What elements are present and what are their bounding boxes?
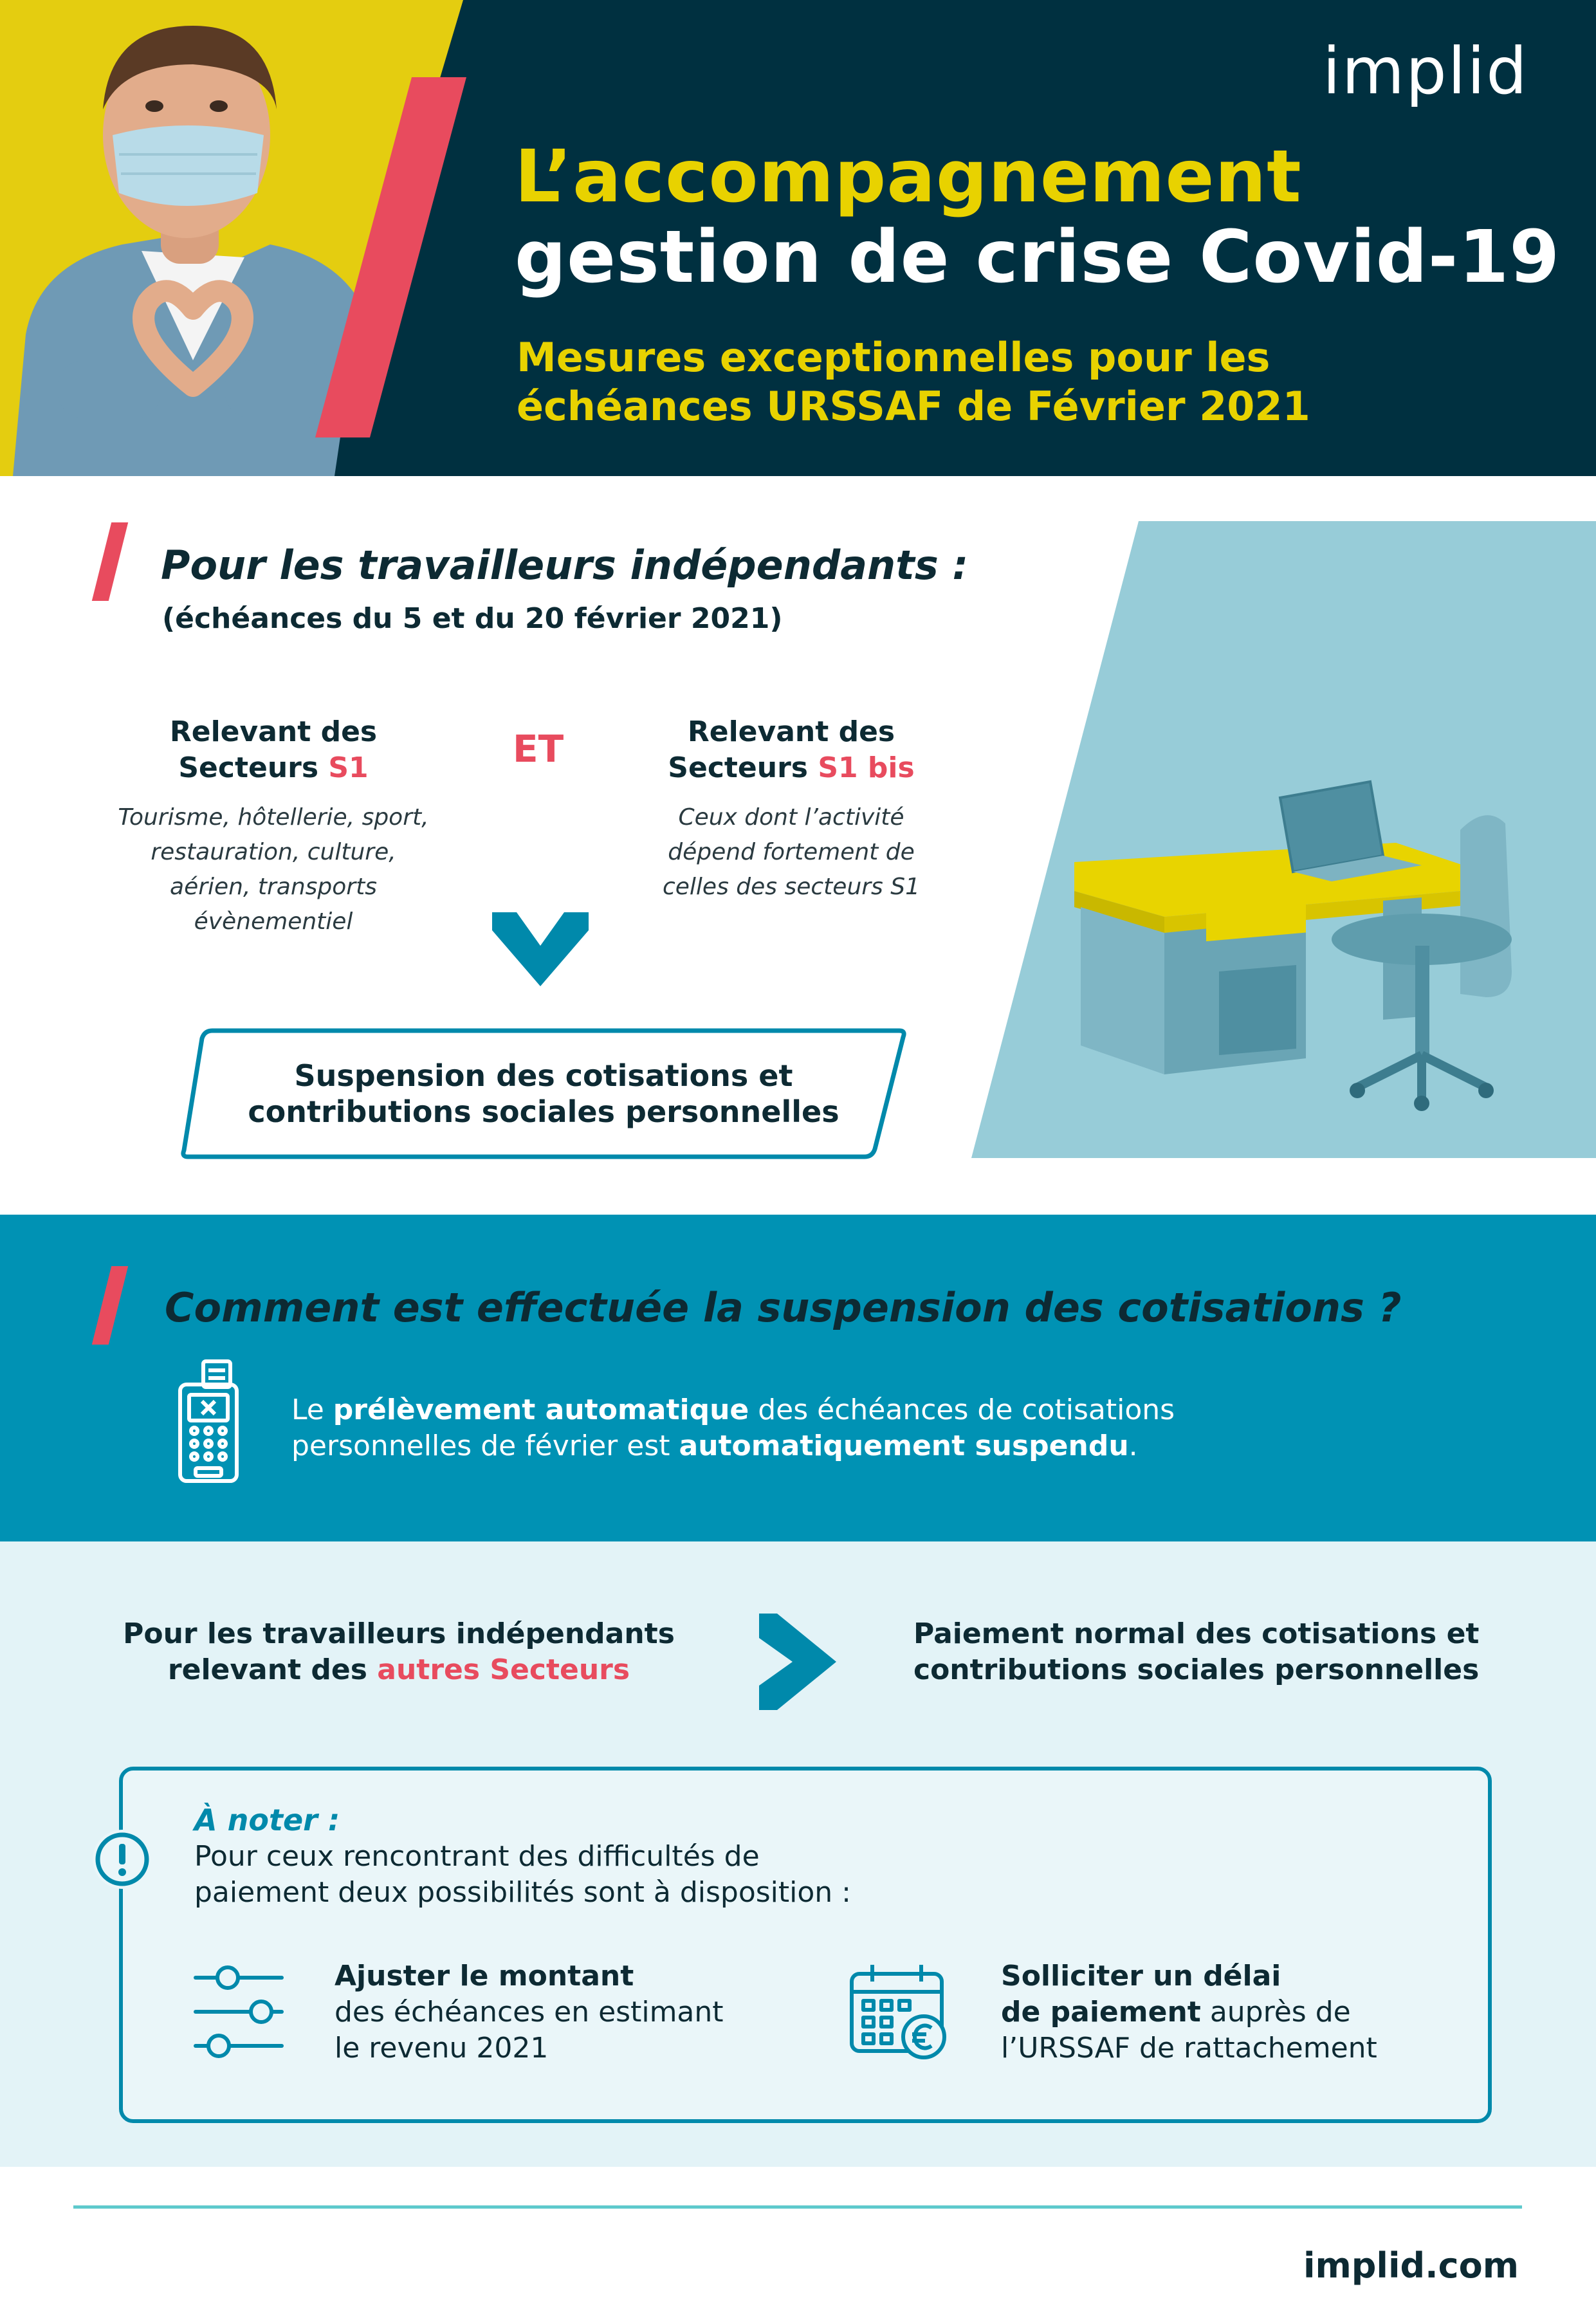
suspension-text [291,1392,1175,1464]
txt-suspendu: automatiquement suspendu [679,1430,1129,1462]
footer-divider [73,2205,1522,2209]
sector-s1bis-column [618,714,965,905]
connector-et: ET [513,727,564,771]
txt-le: Le [291,1394,333,1426]
chevron-right-icon [759,1614,836,1710]
sector-s1-desc-line4: évènementiel [194,908,353,935]
note-label: À noter : [194,1803,340,1837]
sector-s1-head-line1: Relevant des [169,715,378,748]
payment-terminal-icon [176,1359,241,1487]
section1-subtitle: (échéances du 5 et du 20 février 2021) [162,602,783,635]
sector-s1bis-head-line1: Relevant des [687,715,895,748]
normal-payment-line2: contributions sociales personnelles [913,1653,1480,1686]
txt-personnelles: personnelles de février est [291,1430,679,1462]
sector-s1bis-desc-line3: celles des secteurs S1 [662,874,921,900]
note-intro [194,1839,851,1911]
txt-period: . [1128,1430,1138,1462]
other-sectors-line2 [96,1652,701,1688]
chevron-down-icon [492,912,589,986]
sector-s1bis-desc-line1: Ceux dont l’activité [678,804,904,831]
option-delay-line2 [1001,1994,1377,2030]
option-delay-line3: l’URSSAF de rattachement [1001,2032,1377,2065]
result-line1: Suspension des cotisations et [294,1058,793,1093]
sector-s1-head-line2 [71,750,476,786]
note-intro-line1: Pour ceux rencontrant des difficultés de [194,1840,760,1873]
option-delay [1001,1958,1377,2066]
implid-logo: implid [1323,33,1528,109]
option-delay-bold: de paiement [1001,1996,1201,2028]
option-delay-title: Solliciter un délai [1001,1960,1281,1992]
section2-title: Comment est effectuée la suspension des cotisations ? [165,1284,1402,1331]
sector-s1bis-head-line2 [618,750,965,786]
other-sectors-label [96,1616,701,1688]
section1-title: Pour les travailleurs indépendants : [161,542,969,589]
option-adjust [335,1958,724,2066]
desk-illustration [971,521,1596,1158]
other-sectors-line1: Pour les travailleurs indépendants [123,1617,675,1650]
option-adjust-line2: des échéances en estimant [335,1996,724,2028]
sector-s1-prefix: Secteurs [178,751,329,784]
suspension-text-line2 [291,1428,1175,1464]
option-adjust-title: Ajuster le montant [335,1960,634,1992]
note-intro-line2: paiement deux possibilités sont à disposition : [194,1876,852,1909]
header-banner [0,0,1596,476]
section1-title-accent [92,522,128,601]
normal-payment-line1: Paiement normal des cotisations et [913,1617,1480,1650]
warning-icon [90,1827,154,1891]
sector-s1-column [71,714,476,939]
txt-prelevement: prélèvement automatique [333,1394,749,1426]
sector-s1bis-desc-line2: dépend fortement de [668,839,915,865]
sector-s1-desc-line1: Tourisme, hôtellerie, sport, [118,804,429,831]
sliders-icon [192,1964,288,2060]
other-sectors-accent: autres Secteurs [377,1653,630,1686]
sector-s1-code: S1 [328,751,369,784]
footer-url-link[interactable]: implid.com [1303,2245,1519,2286]
sector-s1bis-code: S1 bis [818,751,915,784]
suspension-text-line1 [291,1392,1175,1428]
normal-payment-label [913,1616,1479,1688]
option-adjust-line3: le revenu 2021 [335,2032,549,2065]
other-sectors-prefix: relevant des [167,1653,378,1686]
header-title-line1: L’accompagnement [515,135,1302,219]
header-subtitle-line2: échéances URSSAF de Février 2021 [517,383,1310,430]
sector-s1-desc-line3: aérien, transports [170,874,377,900]
header-title-line2: gestion de crise Covid-19 [515,216,1561,299]
red-accent-slash [315,77,476,437]
sector-s1-desc-line2: restauration, culture, [151,839,396,865]
txt-echeances: des échéances de cotisations [749,1394,1175,1426]
result-line2: contributions sociales personnelles [248,1094,839,1129]
sector-s1bis-prefix: Secteurs [668,751,818,784]
calendar-euro-icon [848,1961,951,2064]
option-delay-rest: auprès de [1200,1996,1351,2028]
result-box-text [180,1058,907,1130]
header-subtitle-line1: Mesures exceptionnelles pour les [517,334,1270,381]
